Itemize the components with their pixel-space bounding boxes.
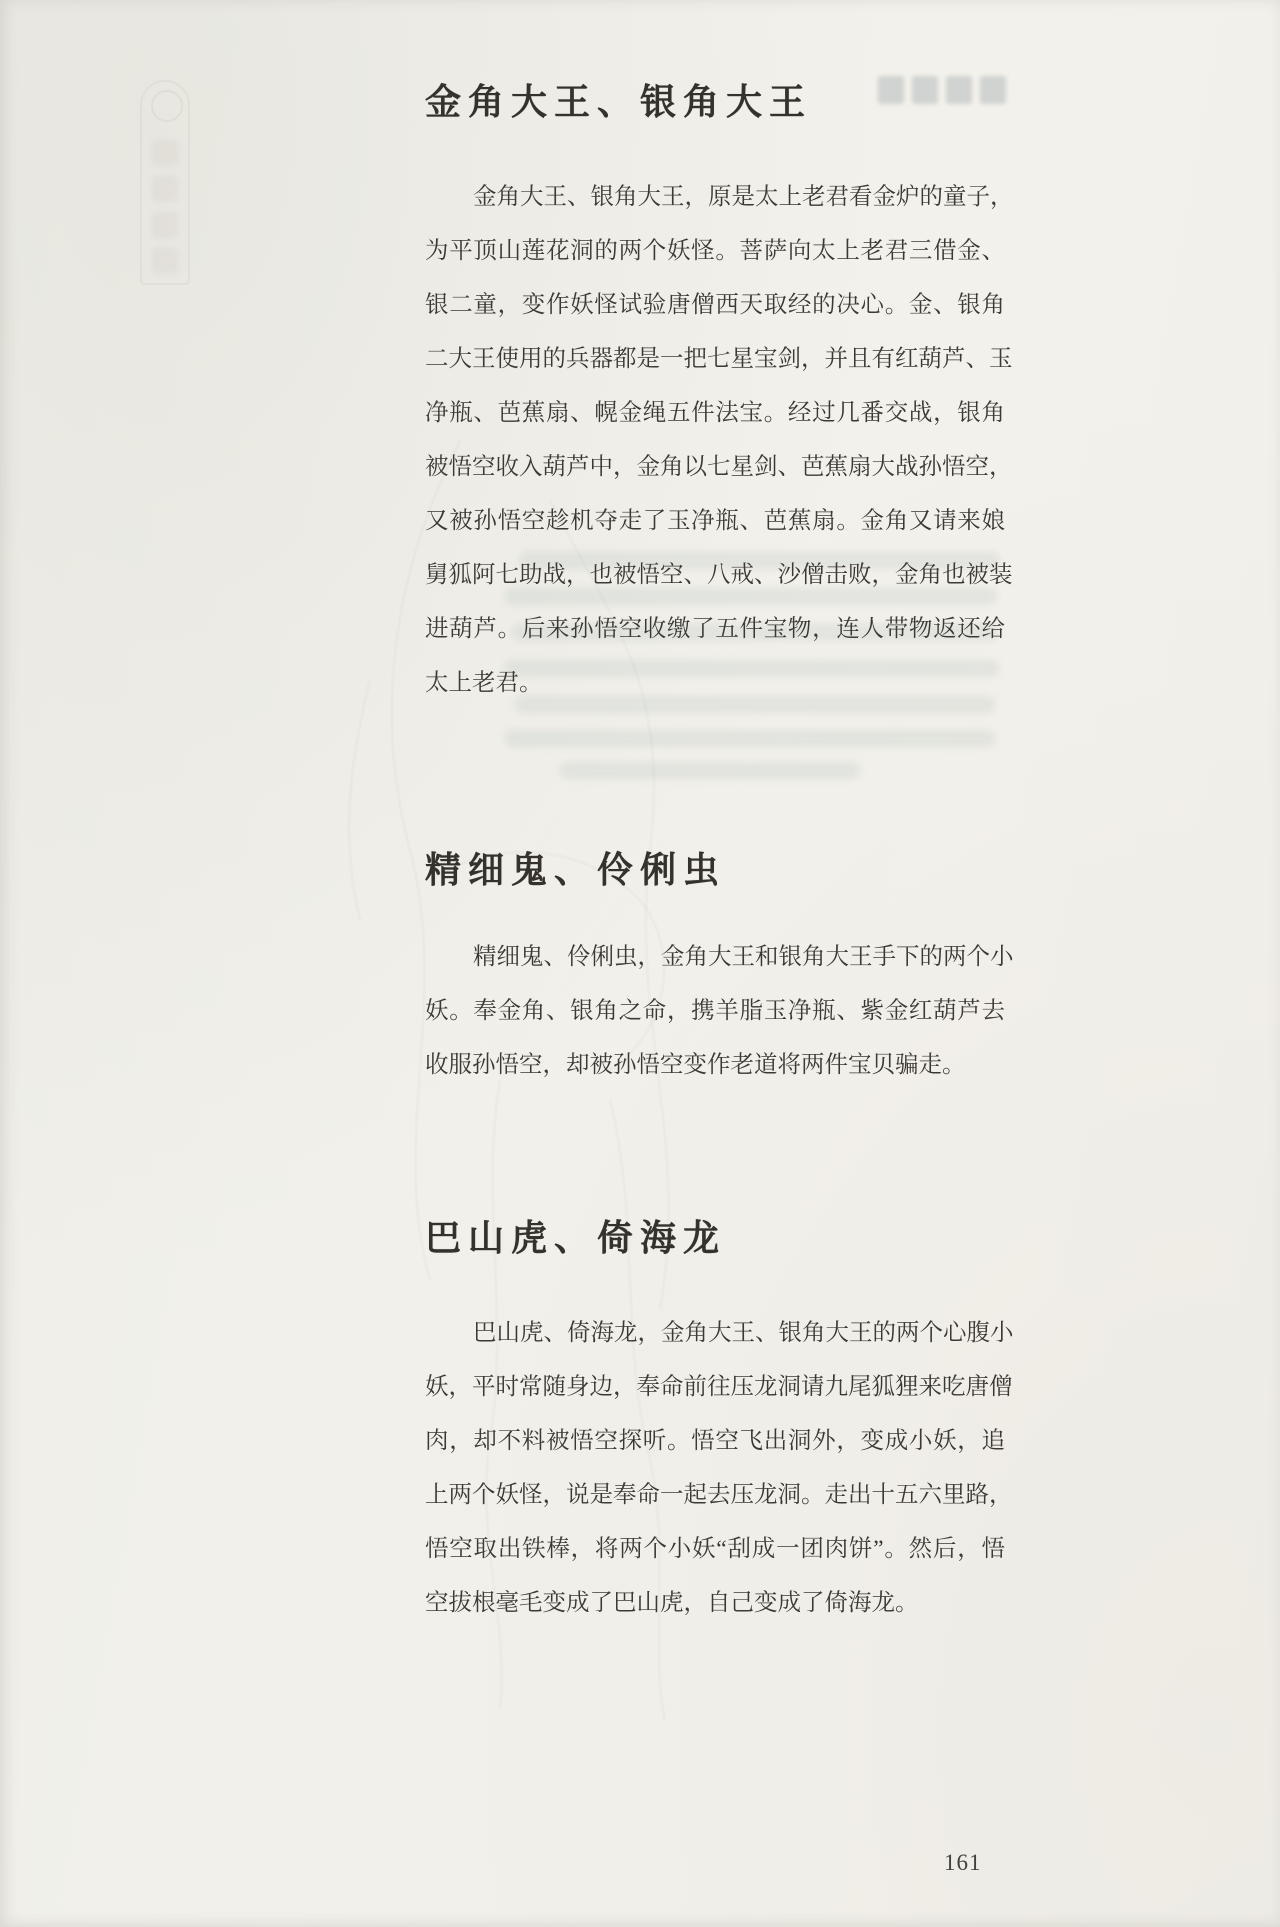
text-line: 被悟空收入葫芦中，金角以七星剑、芭蕉扇大战孙悟空， [425,454,1013,480]
text-line: 巴山虎、倚海龙，金角大王、银角大王的两个心腹小 [473,1320,1014,1346]
section-heading-goldhorn-silverhorn: 金角大王、银角大王 [425,82,813,122]
text-line: 舅狐阿七助战，也被悟空、八戒、沙僧击败，金角也被装 [425,562,1013,588]
text-line: 金角大王、银角大王，原是太上老君看金炉的童子， [473,184,1014,210]
text-line: 空拔根毫毛变成了巴山虎，自己变成了倚海龙。 [425,1590,919,1616]
text-line: 上两个妖怪，说是奉命一起去压龙洞。走出十五六里路， [425,1482,1013,1508]
text-line: 肉，却不料被悟空探听。悟空飞出洞外，变成小妖，追 [425,1428,1005,1454]
text-line: 二大王使用的兵器都是一把七星宝剑，并且有红葫芦、玉 [425,346,1013,372]
paragraph-bashanhu-yihailong [425,1306,1014,1630]
text-line: 为平顶山莲花洞的两个妖怪。菩萨向太上老君三借金、 [425,238,1005,264]
text-line: 又被孙悟空趁机夺走了玉净瓶、芭蕉扇。金角又请来娘 [425,508,1005,534]
text-line: 妖。奉金角、银角之命，携羊脂玉净瓶、紫金红葫芦去 [425,998,1005,1024]
text-line: 银二童，变作妖怪试验唐僧西天取经的决心。金、银角 [425,292,1005,318]
section-heading-bashanhu-yihailong: 巴山虎、倚海龙 [425,1218,727,1258]
text-line: 收服孙悟空，却被孙悟空变作老道将两件宝贝骗走。 [425,1052,966,1078]
paragraph-jingxigui-linglichong [425,930,1014,1092]
paragraph-goldhorn-silverhorn [425,170,1014,710]
text-line: 净瓶、芭蕉扇、幌金绳五件法宝。经过几番交战，银角 [425,400,1005,426]
text-line: 太上老君。 [425,670,543,696]
section-heading-jingxigui-linglichong: 精细鬼、伶俐虫 [425,850,727,890]
text-line: 妖，平时常随身边，奉命前往压龙洞请九尾狐狸来吃唐僧 [425,1374,1013,1400]
text-line: 悟空取出铁棒，将两个小妖“刮成一团肉饼”。然后，悟 [425,1536,1005,1562]
page-number: 161 [944,1850,982,1875]
text-line: 进葫芦。后来孙悟空收缴了五件宝物，连人带物返还给 [425,616,1005,642]
text-line: 精细鬼、伶俐虫，金角大王和银角大王手下的两个小 [473,944,1014,970]
